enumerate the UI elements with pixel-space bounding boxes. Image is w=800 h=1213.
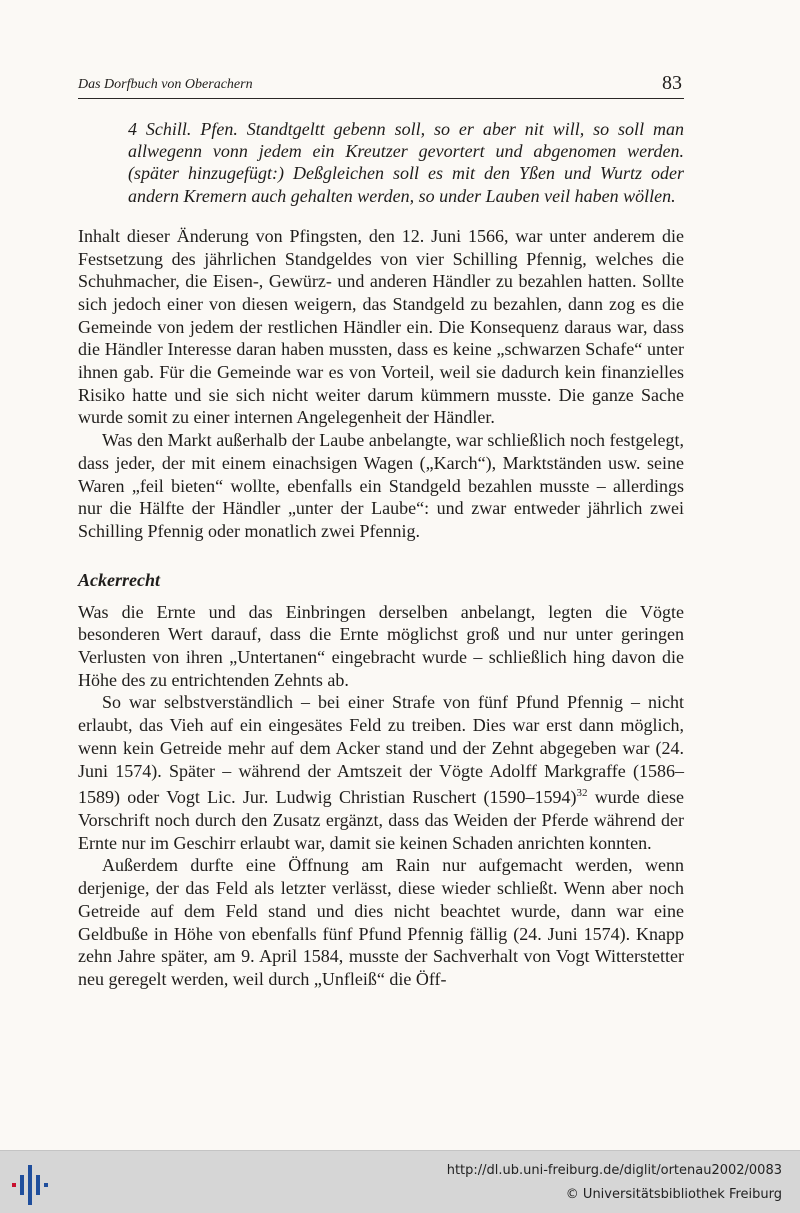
paragraph-text: wurde diese Vorschrift noch durch den Zusatz ergänzt, dass das Weiden der Pferde während der Ernte nur im Geschirr erlaubt war, damit sie keinen Schaden anrichten konnten. xyxy=(78,787,684,853)
page-content xyxy=(78,118,684,991)
running-title: Das Dorfbuch von Oberachern xyxy=(78,77,253,92)
block-quote: 4 Schill. Pfen. Standtgeltt gebenn soll, so er aber nit will, so soll man allwegenn vonn jedem ein Kreutzer gevortert und abgenomen werden. (später hinzugefügt:) Deßgleichen soll es mit den Yßen und Wurtz oder andern Kremern auch gehalten werden, so under Lauben veil haben wöllen. xyxy=(128,119,684,206)
page-number: 83 xyxy=(662,72,682,94)
running-header xyxy=(78,70,684,99)
footnote-marker[interactable]: 32 xyxy=(576,787,588,800)
section-heading: Ackerrecht xyxy=(78,569,160,590)
paragraph: Was den Markt außerhalb der Laube anbelangte, war schließlich noch festgelegt, dass jeder, der mit einem einachsigen Wagen („Karch“), Marktständen usw. seine Waren „feil bieten“ wollte, ebenfalls ein Standgeld bezahlen musste – allerdings nur die Hälfte der Händler „unter der Laube“: und zwar entweder jährlich zwei Schilling Pfennig oder monatlich zwei Pfennig. xyxy=(78,430,684,541)
paragraph: Außerdem durfte eine Öffnung am Rain nur aufgemacht werden, wenn derjenige, der das Feld als letzter verlässt, diese wieder schließt. Wenn aber noch Getreide auf dem Feld stand und dies nicht beachtet wurde, dann war eine Geldbuße in Höhe von ebenfalls fünf Pfund Pfennig fällig (24. Juni 1574). Knapp zehn Jahre später, am 9. April 1584, musste der Sachverhalt von Vogt Witterstetter neu geregelt werden, weil durch „Unfleiß“ die Öff- xyxy=(78,855,684,989)
source-url-link[interactable]: http://dl.ub.uni-freiburg.de/diglit/ortenau2002/0083 xyxy=(446,1163,782,1178)
paragraph: Was die Ernte und das Einbringen derselben anbelangt, legten die Vögte besonderen Wert darauf, dass die Ernte möglichst groß und nur unter geringen Verlusten von ihren „Untertanen“ eingebracht wurde – schließlich hing davon die Höhe des zu entrichtenden Zehnts ab. xyxy=(78,601,684,690)
paragraph xyxy=(78,691,684,854)
paragraph-text: So war selbstverständlich – bei einer Strafe von fünf Pfund Pfennig – nicht erlaubt, das Vieh auf ein eingesätes Feld zu treiben. Dies war erst dann möglich, wenn kein Getreide mehr auf dem Acker stand und der Zehnt abgegeben war (24. Juni 1574). Später – während der Amtszeit der Vögte Adolff Markgraffe (1586–1589) oder Vogt Lic. Jur. Ludwig Christian Ruschert (1590–1594) xyxy=(78,692,684,808)
footer-bar xyxy=(0,1150,800,1213)
copyright-notice: © Universitätsbibliothek Freiburg xyxy=(565,1187,782,1202)
paragraph: Inhalt dieser Änderung von Pfingsten, den 12. Juni 1566, war unter anderem die Festsetzung des jährlichen Standgeldes von vier Schilling Pfennig, welches die Schuhmacher, die Eisen-, Gewürz- und anderen Händler zu bezahlen hatten. Sollte sich jedoch einer von diesen weigern, das Standgeld zu bezahlen, dann zog es die Gemeinde von jedem der restlichen Händler ein. Die Konsequenz daraus war, dass die Händler Interesse daran haben mussten, dass es keine „schwarzen Schafe“ unter ihnen gab. Für die Gemeinde war es von Vorteil, weil sie dadurch kein finanzielles Risiko hatte und sie sich nicht weiter darum kümmern musste. Die ganze Sache wurde somit zu einer internen Angelegenheit der Händler. xyxy=(78,225,684,428)
ub-freiburg-logo-icon xyxy=(10,1165,50,1205)
